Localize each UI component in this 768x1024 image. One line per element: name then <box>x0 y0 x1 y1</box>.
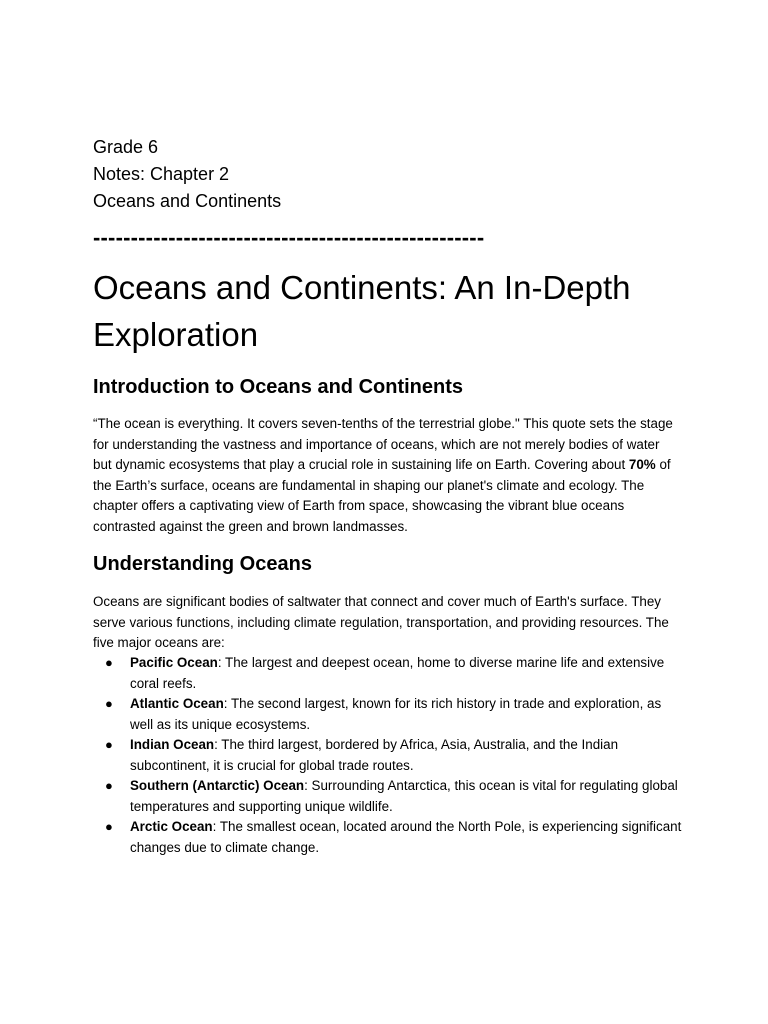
intro-paragraph <box>93 414 675 537</box>
ocean-desc: : Surrounding Antarctica, this ocean is vital for regulating global temperatures and supporting unique wildlife. <box>130 778 678 814</box>
list-item <box>93 735 683 776</box>
ocean-name: Indian Ocean <box>130 737 215 752</box>
bullet-icon: ● <box>105 819 113 834</box>
understanding-heading: Understanding Oceans <box>93 553 312 575</box>
understanding-paragraph: Oceans are significant bodies of saltwater that connect and cover much of Earth's surface. They serve various functions, including climate regulation, transportation, and providing resources. The five major oceans are: <box>93 594 669 650</box>
bullet-icon: ● <box>105 655 113 670</box>
list-item <box>93 653 683 694</box>
ocean-desc: : The largest and deepest ocean, home to diverse marine life and extensive coral reefs. <box>130 655 665 691</box>
list-item <box>93 817 683 858</box>
intro-text-before: “The ocean is everything. It covers seven-tenths of the terrestrial globe." This quote sets the stage for understanding the vastness and importance of oceans, which are not merely bodies of water but dynamic ecosystems that play a crucial role in sustaining life on Earth. Covering about <box>93 416 673 472</box>
grade-line: Grade 6 <box>93 137 159 157</box>
ocean-name: Atlantic Ocean <box>130 696 224 711</box>
document-header <box>93 134 281 215</box>
notes-line: Notes: Chapter 2 <box>93 164 230 184</box>
page-title: Oceans and Continents: An In-Depth Exploration <box>93 269 631 353</box>
ocean-desc: : The smallest ocean, located around the North Pole, is experiencing significant changes due to climate change. <box>130 819 682 855</box>
dashed-divider: ---------------------------------------------------- <box>93 225 485 250</box>
list-item <box>93 694 683 735</box>
list-item <box>93 776 683 817</box>
ocean-name: Pacific Ocean <box>130 655 218 670</box>
oceans-list <box>93 653 683 858</box>
ocean-name: Southern (Antarctic) Ocean <box>130 778 305 793</box>
ocean-desc: : The third largest, bordered by Africa, Asia, Australia, and the Indian subcontinent, it is crucial for global trade routes. <box>130 737 619 773</box>
ocean-name: Arctic Ocean <box>130 819 213 834</box>
bullet-icon: ● <box>105 737 113 752</box>
intro-highlight: 70% <box>628 457 656 472</box>
ocean-desc: : The second largest, known for its rich history in trade and exploration, as well as its unique ecosystems. <box>130 696 662 732</box>
topic-line: Oceans and Continents <box>93 191 282 211</box>
intro-heading: Introduction to Oceans and Continents <box>93 376 463 398</box>
bullet-icon: ● <box>105 696 113 711</box>
bullet-icon: ● <box>105 778 113 793</box>
intro-text-after: of the Earth’s surface, oceans are fundamental in shaping our planet's climate and ecology. The chapter offers a captivating view of Earth from space, showcasing the vibrant blue oceans contrasted against the green and brown landmasses. <box>93 457 671 534</box>
